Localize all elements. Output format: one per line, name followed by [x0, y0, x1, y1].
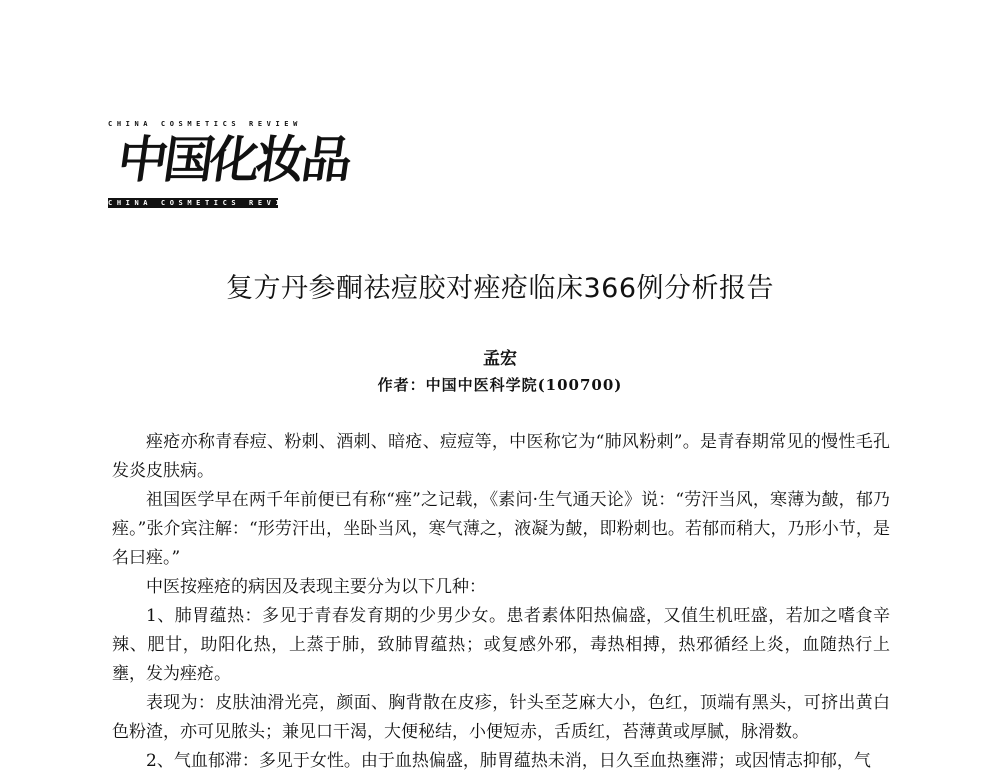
body-paragraph: 祖国医学早在两千年前便已有称“痤”之记载，《素问·生气通天论》说：“劳汗当风，寒薄为皶，郁乃痤。”张介宾注解：“形劳汗出，坐卧当风，寒气薄之，液凝为皶，即粉刺也。若郁而稍大，乃形小节，是名曰痤。”	[112, 490, 890, 568]
logo-top-text: CHINA COSMETICS REVIEW	[108, 120, 302, 128]
journal-logo	[108, 120, 353, 210]
logo-bar-text: CHINA COSMETICS REVIEW	[108, 199, 302, 207]
article-author: 孟宏	[483, 349, 517, 369]
logo-bar	[108, 198, 302, 208]
article-body	[112, 428, 890, 776]
body-paragraph: 表现为：皮肤油滑光亮，颜面、胸背散在皮疹，针头至芝麻大小，色红，顶端有黑头，可挤出黄白色粉渣，亦可见脓头；兼见口干渴，大便秘结，小便短赤，舌质红，苔薄黄或厚腻，脉滑数。	[112, 693, 890, 742]
author-affiliation: 作者：中国中医科学院(100700)	[377, 376, 623, 394]
body-paragraph: 痤疮亦称青春痘、粉刺、酒刺、暗疮、痘痘等，中医称它为“肺风粉刺”。是青春期常见的慢性毛孔发炎皮肤病。	[112, 432, 890, 481]
body-paragraph: 中医按痤疮的病因及表现主要分为以下几种：	[146, 577, 486, 597]
article-title: 复方丹参酮祛痘胶对痤疮临床366例分析报告	[225, 273, 775, 304]
logo-main-text: 中国化妆品	[113, 130, 353, 189]
body-paragraph: 1、肺胃蕴热：多见于青春发育期的少男少女。患者素体阳热偏盛，又值生机旺盛，若加之嗜食辛辣、肥甘，助阳化热，上蒸于肺，致肺胃蕴热；或复感外邪，毒热相搏，热邪循经上炎，血随热行上壅，发为痤疮。	[112, 606, 890, 684]
body-paragraph: 2、气血郁滞：多见于女性。由于血热偏盛，肺胃蕴热未消，日久至血热壅滞；或因情志抑郁，气	[146, 751, 871, 771]
